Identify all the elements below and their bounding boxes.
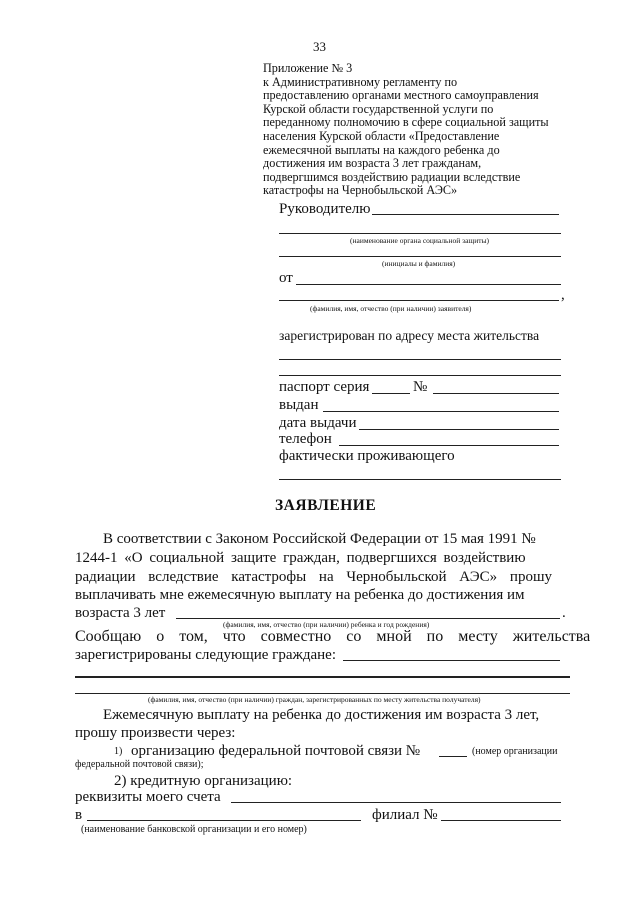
appendix-header	[263, 62, 573, 198]
appendix-line: катастрофы на Чернобыльской АЭС»	[263, 183, 458, 198]
option-1-number: 1)	[114, 746, 123, 757]
body-line: Сообщаю о том, что совместно со мной по месту жительства	[75, 628, 591, 645]
caption-applicant: (фамилия, имя, отчество (при наличии) заявителя)	[310, 304, 472, 313]
appendix-line: к Административному регламенту по	[263, 74, 458, 89]
child-field[interactable]	[176, 618, 560, 619]
from-label: от	[279, 270, 293, 286]
post-office-number-field[interactable]	[439, 756, 467, 757]
appendix-line: предоставлению органами местного самоуправления	[263, 88, 539, 103]
address-field-2[interactable]	[279, 375, 561, 376]
caption-initials: (инициалы и фамилия)	[382, 259, 456, 268]
issued-field[interactable]	[323, 411, 559, 412]
appendix-line: Приложение № 3	[263, 61, 353, 75]
from-field[interactable]	[296, 284, 561, 285]
body-line: 1244-1 «О социальной защите граждан, подвергшихся воздействию	[75, 550, 526, 566]
body-line: Ежемесячную выплату на ребенка до достижения им возраста 3 лет,	[103, 707, 540, 723]
option-1-note: (номер организации	[472, 746, 558, 757]
account-label: реквизиты моего счета	[75, 789, 221, 805]
appendix-line: переданному полномочию в сфере социальной защиты	[263, 115, 549, 130]
citizens-field-2[interactable]	[75, 676, 570, 678]
actual-address-field[interactable]	[279, 479, 561, 480]
passport-series-label: паспорт серия	[279, 379, 370, 395]
citizens-field-3[interactable]	[75, 693, 570, 694]
page-number: 33	[313, 39, 326, 54]
bank-in-label: в	[75, 807, 83, 823]
bank-name-field[interactable]	[87, 820, 361, 821]
account-field[interactable]	[231, 802, 561, 803]
initials-field[interactable]	[279, 256, 561, 257]
caption-citizens: (фамилия, имя, отчество (при наличии) граждан, зарегистрированных по месту жительства получателя)	[148, 695, 481, 704]
caption-child: (фамилия, имя, отчество (при наличии) ребенка и год рождения)	[223, 620, 430, 629]
body-line: В соответствии с Законом Российской Федерации от 15 мая 1991 №	[103, 531, 536, 547]
phone-label: телефон	[279, 431, 332, 447]
passport-number-label: №	[413, 379, 428, 395]
option-1-label: организацию федеральной почтовой связи №	[131, 743, 421, 759]
body-line: прошу произвести через:	[75, 725, 236, 741]
caption-bank: (наименование банковской организации и его номер)	[81, 824, 307, 835]
appendix-line: достижения им возраста 3 лет гражданам,	[263, 156, 482, 171]
appendix-line: Курской области государственной услуги по	[263, 101, 494, 116]
to-label: Руководителю	[279, 201, 371, 217]
registered-label: зарегистрирован по адресу места жительства	[279, 328, 540, 343]
addressee-field[interactable]	[372, 214, 559, 215]
citizens-field[interactable]	[343, 660, 560, 661]
document-title: ЗАЯВЛЕНИЕ	[275, 497, 377, 514]
branch-field[interactable]	[441, 820, 561, 821]
body-line: зарегистрированы следующие граждане:	[75, 647, 336, 663]
comma: ,	[561, 287, 565, 303]
actually-living-label: фактически проживающего	[279, 448, 455, 464]
appendix-line: подвергшимся воздействию радиации вследствие	[263, 169, 521, 184]
body-line: выплачивать мне ежемесячную выплату на ребенка до достижения им	[75, 587, 525, 603]
option-1-note-cont: федеральной почтовой связи);	[75, 759, 204, 770]
issue-date-field[interactable]	[359, 429, 559, 430]
caption-organ: (наименование органа социальной защиты)	[350, 236, 490, 245]
issued-label: выдан	[279, 397, 319, 413]
passport-number-field[interactable]	[433, 393, 559, 394]
appendix-line: населения Курской области «Предоставление	[263, 128, 500, 143]
body-line: возраста 3 лет	[75, 605, 166, 621]
phone-field[interactable]	[339, 445, 559, 446]
period: .	[562, 605, 566, 621]
applicant-field[interactable]	[279, 300, 559, 301]
issue-date-label: дата выдачи	[279, 415, 357, 431]
passport-series-field[interactable]	[372, 393, 410, 394]
branch-label: филиал №	[372, 807, 438, 823]
address-field-1[interactable]	[279, 359, 561, 360]
body-line: радиации вследствие катастрофы на Чернобыльской АЭС» прошу	[75, 569, 552, 585]
organ-field[interactable]	[279, 233, 561, 234]
appendix-line: ежемесячной выплаты на каждого ребенка до	[263, 142, 500, 157]
option-2-label: 2) кредитную организацию:	[114, 773, 293, 789]
